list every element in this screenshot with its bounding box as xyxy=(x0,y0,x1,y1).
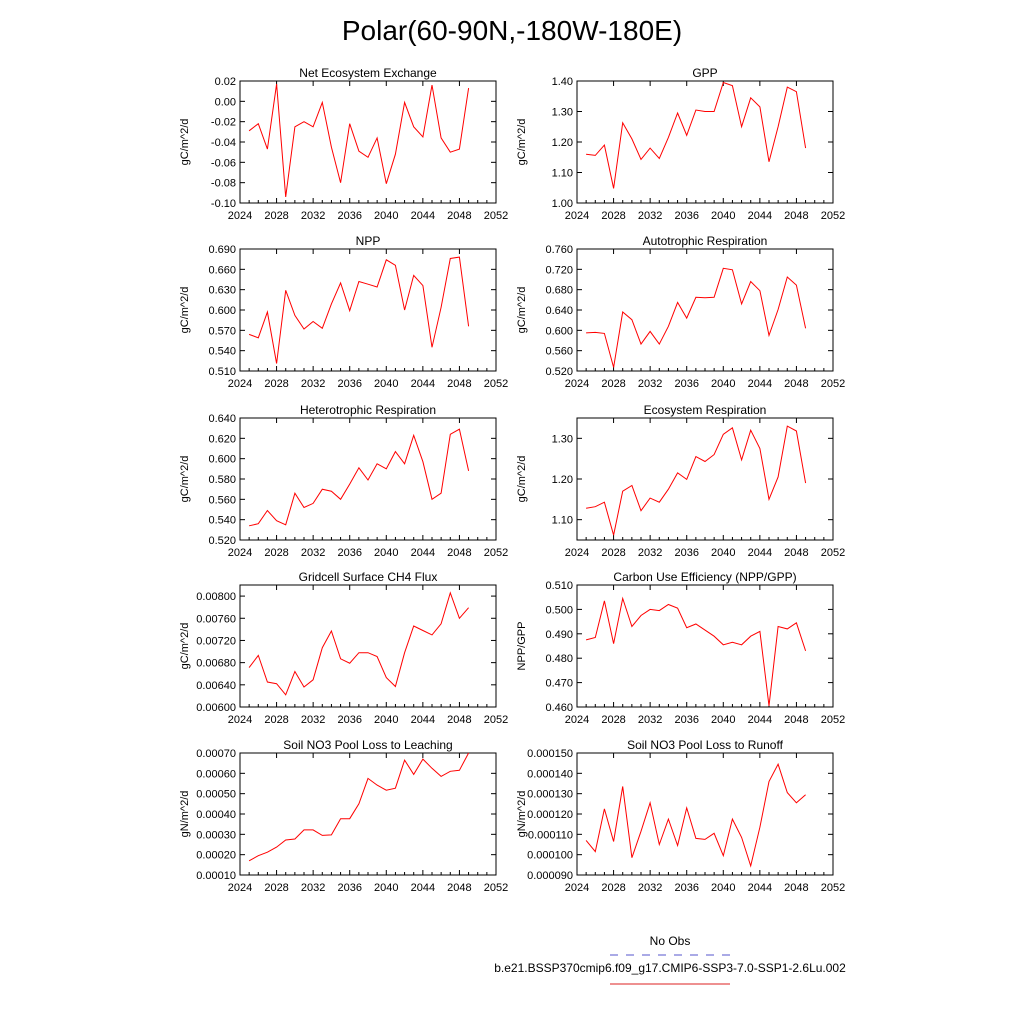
x-tick-label: 2052 xyxy=(483,378,509,390)
x-tick-label: 2048 xyxy=(784,378,809,390)
y-tick-label: 0.600 xyxy=(208,305,236,317)
y-axis-label: NPP/GPP xyxy=(516,621,528,671)
y-tick-label: 0.640 xyxy=(545,305,573,317)
y-tick-label: 1.00 xyxy=(551,198,573,210)
panel-5 xyxy=(516,403,845,559)
y-tick-label: -0.02 xyxy=(210,116,236,129)
y-axis-label: gN/m^2/d xyxy=(179,790,191,838)
x-tick-label: 2044 xyxy=(410,882,436,894)
y-tick-label: 0.560 xyxy=(208,494,236,507)
x-tick-label: 2028 xyxy=(264,210,289,222)
panel-title: Soil NO3 Pool Loss to Runoff xyxy=(627,738,783,752)
panel-frame xyxy=(240,81,496,203)
series-line xyxy=(249,257,469,363)
x-tick-label: 2028 xyxy=(264,547,289,559)
x-tick-label: 2052 xyxy=(483,210,509,222)
y-tick-label: 0.00070 xyxy=(196,748,236,760)
y-tick-label: 0.000150 xyxy=(527,748,573,760)
x-tick-label: 2040 xyxy=(374,714,399,726)
x-tick-label: 2052 xyxy=(483,882,509,894)
x-tick-label: 2032 xyxy=(637,547,663,559)
y-tick-label: 0.00600 xyxy=(196,702,236,714)
y-axis-label: gC/m^2/d xyxy=(179,286,191,334)
legend-label-model-run: b.e21.BSSP370cmip6.f09_g17.CMIP6-SSP3-7.0-SSP1-2.6Lu.002 xyxy=(494,961,846,975)
x-tick-label: 2044 xyxy=(410,378,436,390)
panel-0 xyxy=(179,66,508,222)
y-tick-label: 0.600 xyxy=(208,453,236,466)
x-tick-label: 2040 xyxy=(711,378,736,390)
panel-title: Heterotrophic Respiration xyxy=(299,403,437,417)
x-tick-label: 2032 xyxy=(300,547,326,559)
x-tick-label: 2048 xyxy=(447,547,472,559)
x-tick-label: 2032 xyxy=(300,210,326,222)
y-tick-label: 0.000100 xyxy=(527,849,573,862)
x-tick-label: 2024 xyxy=(227,547,253,559)
x-tick-label: 2024 xyxy=(227,378,253,390)
y-tick-label: 0.620 xyxy=(208,433,236,446)
panel-7 xyxy=(516,570,845,726)
x-tick-label: 2028 xyxy=(601,210,626,222)
y-tick-label: 0.690 xyxy=(208,244,236,256)
series-line xyxy=(586,83,806,189)
y-tick-label: 0.00050 xyxy=(196,788,236,801)
series-line xyxy=(586,426,806,535)
y-tick-label: 0.480 xyxy=(545,653,573,666)
series-line xyxy=(586,764,806,866)
y-tick-label: 0.560 xyxy=(545,345,573,358)
y-tick-label: 0.500 xyxy=(545,604,573,617)
legend xyxy=(494,934,846,984)
x-tick-label: 2028 xyxy=(601,882,626,894)
x-tick-label: 2052 xyxy=(820,210,846,222)
figure-title: Polar(60-90N,-180W-180E) xyxy=(341,15,683,46)
x-tick-label: 2024 xyxy=(564,378,590,390)
x-tick-label: 2040 xyxy=(374,882,399,894)
series-line xyxy=(249,593,469,695)
y-tick-label: 0.720 xyxy=(545,264,573,277)
y-axis-label: gC/m^2/d xyxy=(516,455,528,503)
y-tick-label: 0.02 xyxy=(214,76,236,88)
series-line xyxy=(249,429,469,526)
x-tick-label: 2052 xyxy=(483,547,509,559)
y-tick-label: 0.600 xyxy=(545,325,573,338)
panel-title: Autotrophic Respiration xyxy=(642,234,768,248)
x-tick-label: 2040 xyxy=(711,714,736,726)
y-tick-label: 0.520 xyxy=(208,535,236,547)
x-tick-label: 2036 xyxy=(337,882,362,894)
y-axis-label: gC/m^2/d xyxy=(516,118,528,166)
y-tick-label: 0.760 xyxy=(545,244,573,256)
y-tick-label: 0.00640 xyxy=(196,679,236,692)
x-tick-label: 2040 xyxy=(374,378,399,390)
y-tick-label: 0.520 xyxy=(545,366,573,378)
y-tick-label: 0.00 xyxy=(214,96,236,109)
panel-title: NPP xyxy=(355,234,381,248)
y-tick-label: 0.510 xyxy=(208,366,236,378)
x-tick-label: 2044 xyxy=(747,882,773,894)
x-tick-label: 2024 xyxy=(227,882,253,894)
y-axis-label: gN/m^2/d xyxy=(516,790,528,838)
panel-title: Carbon Use Efficiency (NPP/GPP) xyxy=(613,570,797,584)
y-tick-label: 1.20 xyxy=(551,137,573,149)
y-tick-label: 0.000120 xyxy=(527,809,573,821)
x-tick-label: 2024 xyxy=(564,714,590,726)
x-tick-label: 2040 xyxy=(374,547,399,559)
x-tick-label: 2052 xyxy=(483,714,509,726)
y-tick-label: 0.630 xyxy=(208,284,236,297)
x-tick-label: 2052 xyxy=(820,714,846,726)
y-tick-label: 0.580 xyxy=(208,474,236,486)
y-tick-label: 0.00800 xyxy=(196,591,236,604)
x-tick-label: 2044 xyxy=(410,210,436,222)
panel-frame xyxy=(240,585,496,707)
y-tick-label: 0.00040 xyxy=(196,809,236,821)
y-tick-label: -0.10 xyxy=(210,198,236,210)
x-tick-label: 2048 xyxy=(784,547,809,559)
panel-8 xyxy=(179,738,508,894)
x-tick-label: 2028 xyxy=(264,378,289,390)
x-tick-label: 2048 xyxy=(784,714,809,726)
x-tick-label: 2032 xyxy=(300,714,326,726)
x-tick-label: 2052 xyxy=(820,882,846,894)
y-tick-label: 0.00030 xyxy=(196,829,236,842)
x-tick-label: 2036 xyxy=(674,882,699,894)
x-tick-label: 2024 xyxy=(564,547,590,559)
x-tick-label: 2036 xyxy=(674,210,699,222)
y-axis-label: gC/m^2/d xyxy=(179,118,191,166)
panel-frame xyxy=(577,418,833,540)
x-tick-label: 2044 xyxy=(747,547,773,559)
x-tick-label: 2052 xyxy=(820,378,846,390)
x-tick-label: 2044 xyxy=(747,210,773,222)
x-tick-label: 2032 xyxy=(637,210,663,222)
x-tick-label: 2048 xyxy=(784,882,809,894)
x-tick-label: 2032 xyxy=(637,378,663,390)
y-tick-label: 1.30 xyxy=(551,106,573,119)
panel-1 xyxy=(516,66,845,222)
x-tick-label: 2028 xyxy=(601,714,626,726)
panel-frame xyxy=(577,249,833,371)
x-tick-label: 2044 xyxy=(410,714,436,726)
panel-frame xyxy=(577,585,833,707)
x-tick-label: 2052 xyxy=(820,547,846,559)
x-tick-label: 2040 xyxy=(711,882,736,894)
panel-title: GPP xyxy=(692,66,718,80)
x-tick-label: 2036 xyxy=(337,547,362,559)
x-tick-label: 2036 xyxy=(674,547,699,559)
x-tick-label: 2036 xyxy=(674,378,699,390)
y-axis-label: gC/m^2/d xyxy=(179,622,191,670)
y-tick-label: 0.00020 xyxy=(196,849,236,862)
x-tick-label: 2032 xyxy=(300,378,326,390)
x-tick-label: 2028 xyxy=(264,714,289,726)
y-tick-label: 1.40 xyxy=(551,76,573,88)
y-tick-label: -0.06 xyxy=(210,157,236,170)
y-tick-label: 0.470 xyxy=(545,677,573,690)
panel-title: Ecosystem Respiration xyxy=(643,403,767,417)
x-tick-label: 2048 xyxy=(447,378,472,390)
panel-3 xyxy=(516,234,845,390)
y-tick-label: 0.490 xyxy=(545,628,573,641)
x-tick-label: 2044 xyxy=(747,378,773,390)
y-tick-label: 0.660 xyxy=(208,264,236,277)
x-tick-label: 2036 xyxy=(674,714,699,726)
x-tick-label: 2036 xyxy=(337,714,362,726)
panel-4 xyxy=(179,403,508,559)
x-tick-label: 2036 xyxy=(337,210,362,222)
x-tick-label: 2040 xyxy=(374,210,399,222)
y-tick-label: 1.20 xyxy=(551,474,573,486)
panel-6 xyxy=(179,570,508,726)
x-tick-label: 2048 xyxy=(447,882,472,894)
y-tick-label: 0.00760 xyxy=(196,613,236,626)
y-tick-label: 1.30 xyxy=(551,433,573,446)
x-tick-label: 2024 xyxy=(227,210,253,222)
x-tick-label: 2044 xyxy=(747,714,773,726)
y-tick-label: 0.000090 xyxy=(527,870,573,882)
x-tick-label: 2032 xyxy=(637,882,663,894)
y-tick-label: 0.000140 xyxy=(527,768,573,781)
x-tick-label: 2024 xyxy=(564,882,590,894)
y-tick-label: 0.640 xyxy=(208,413,236,425)
y-tick-label: 0.680 xyxy=(545,284,573,297)
y-tick-label: 0.00720 xyxy=(196,635,236,648)
y-tick-label: 0.570 xyxy=(208,325,236,338)
panel-9 xyxy=(516,738,845,894)
y-tick-label: 0.540 xyxy=(208,514,236,527)
panel-title: Net Ecosystem Exchange xyxy=(299,66,437,80)
y-axis-label: gC/m^2/d xyxy=(179,455,191,503)
series-line xyxy=(586,268,806,367)
panel-title: Soil NO3 Pool Loss to Leaching xyxy=(283,738,453,752)
y-tick-label: 0.000130 xyxy=(527,788,573,801)
chart-panels xyxy=(179,66,845,894)
x-tick-label: 2028 xyxy=(264,882,289,894)
x-tick-label: 2028 xyxy=(601,547,626,559)
series-line xyxy=(249,84,469,197)
x-tick-label: 2032 xyxy=(637,714,663,726)
panel-frame xyxy=(577,753,833,875)
x-tick-label: 2040 xyxy=(711,547,736,559)
legend-label-no-obs: No Obs xyxy=(649,934,691,948)
x-tick-label: 2044 xyxy=(410,547,436,559)
panel-frame xyxy=(577,81,833,203)
series-line xyxy=(586,598,806,705)
series-line xyxy=(249,753,469,861)
x-tick-label: 2048 xyxy=(784,210,809,222)
x-tick-label: 2048 xyxy=(447,210,472,222)
y-tick-label: 0.540 xyxy=(208,345,236,358)
y-tick-label: -0.08 xyxy=(210,177,236,190)
x-tick-label: 2048 xyxy=(447,714,472,726)
y-tick-label: 0.00060 xyxy=(196,768,236,781)
panel-2 xyxy=(179,234,508,390)
x-tick-label: 2024 xyxy=(227,714,253,726)
panel-title: Gridcell Surface CH4 Flux xyxy=(298,570,438,584)
y-tick-label: 0.460 xyxy=(545,702,573,714)
x-tick-label: 2024 xyxy=(564,210,590,222)
x-tick-label: 2028 xyxy=(601,378,626,390)
x-tick-label: 2032 xyxy=(300,882,326,894)
y-tick-label: 0.000110 xyxy=(527,829,573,842)
y-axis-label: gC/m^2/d xyxy=(516,286,528,334)
y-tick-label: 1.10 xyxy=(551,514,573,527)
x-tick-label: 2036 xyxy=(337,378,362,390)
y-tick-label: 1.10 xyxy=(551,167,573,180)
panel-frame xyxy=(240,753,496,875)
y-tick-label: 0.510 xyxy=(545,580,573,592)
y-tick-label: 0.00680 xyxy=(196,657,236,670)
y-tick-label: 0.00010 xyxy=(196,870,236,882)
x-tick-label: 2040 xyxy=(711,210,736,222)
y-tick-label: -0.04 xyxy=(210,137,236,149)
